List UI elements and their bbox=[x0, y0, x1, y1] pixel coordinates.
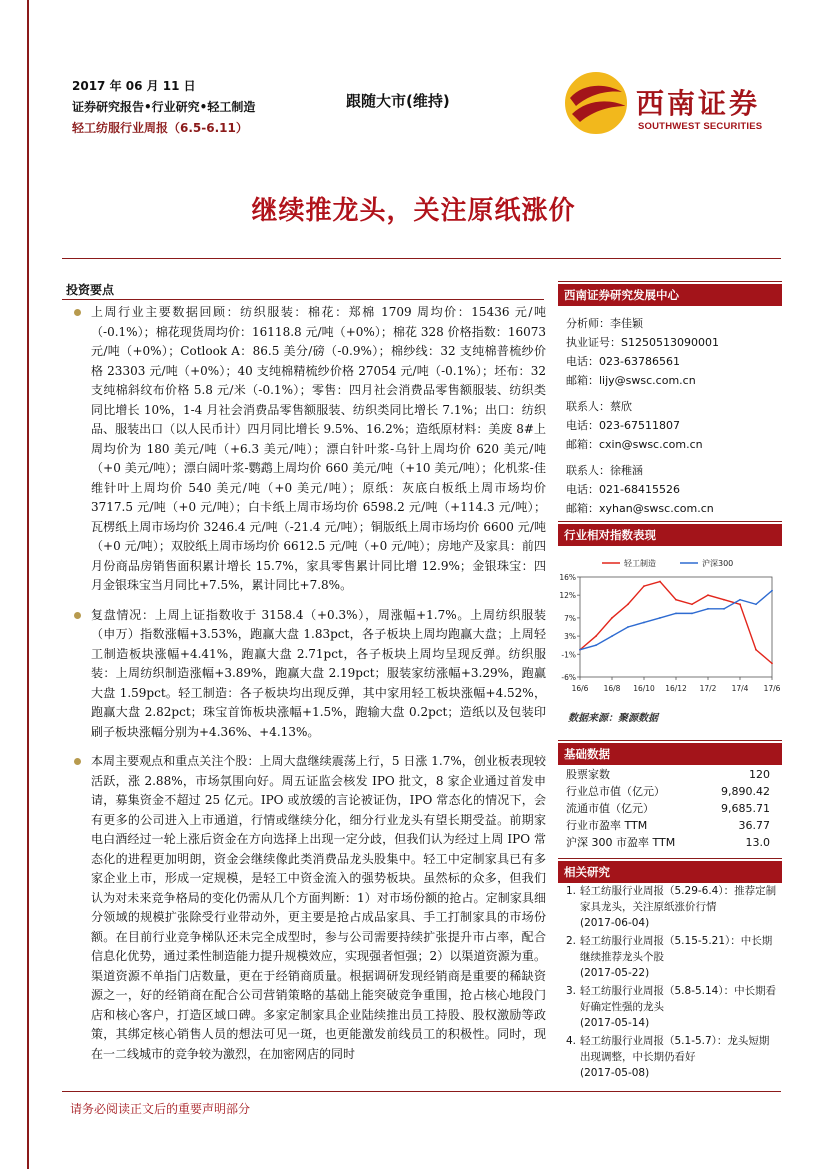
data-point bbox=[723, 599, 725, 601]
report-type: 证券研究报告•行业研究•轻工制造 bbox=[72, 100, 256, 114]
series-line-1 bbox=[580, 582, 772, 664]
contact-phone: 电话：021-68415526 bbox=[566, 483, 680, 496]
report-date: 2017 年 06 月 11 日 bbox=[72, 79, 196, 93]
x-tick-label: 16/12 bbox=[665, 684, 687, 693]
x-tick-label: 16/6 bbox=[571, 684, 589, 693]
x-tick-label: 17/4 bbox=[731, 684, 749, 693]
row-label: 行业市盈率 TTM bbox=[566, 819, 648, 832]
data-point bbox=[611, 617, 613, 619]
title-divider bbox=[62, 258, 781, 259]
data-point bbox=[707, 594, 709, 596]
left-accent-line bbox=[27, 0, 29, 1169]
data-point bbox=[675, 612, 677, 614]
southwest-securities-logo-icon bbox=[564, 70, 634, 136]
list-item[interactable]: 3. 轻工纺服行业周报（5.8-5.14）：中长期看好确定性强的龙头 (2017-05-14) bbox=[566, 985, 777, 1029]
data-point bbox=[659, 617, 661, 619]
rating: 跟随大市(维持) bbox=[346, 92, 450, 110]
row-value: 13.0 bbox=[745, 836, 770, 849]
data-point bbox=[675, 599, 677, 601]
y-tick-label: 3% bbox=[564, 632, 576, 642]
contacts-block bbox=[566, 314, 780, 518]
bullet-paragraph: 本周主要观点和重点关注个股：上周大盘继续震荡上行，5 日涨 1.7%，创业板表现较活跃，涨 2.88%，市场氛围向好。周五证监会核发 IPO 批文，8 家企业通过首发申请，募集资金不超过 25 亿元。IPO 或放缓的言论被证伪，IPO 常态化的情况下，会有更多的公司进入上市通道，行情或继续分化，细分行业龙头有望长期受益。前期家电白酒经过一轮上涨后资金在方向选择上出现一定分歧，但我们认为经过上周 IPO 常态化的进程更加明朗，资金会继续像此类消费品龙头股集中。轻工中定制家具已有多家企业上市，形成一定规模，是轻工中资金流入的强势板块。虽然标的众多，但我们认为对未来竞争格局的变化仍需从几个方面判断：1）对市场份额的抢占。定制家具细分领域的规模扩张除受行业带动外，更主要是抢占成品家具、手工打制家具的市场份额。在目前行业竞争梯队还未完全成型时，参与公司需要持续扩张提升市占率，配合信息化优势，通过柔性制造能力提升规模效应，实现强者恒强；2）以渠道资源为重。渠道资源不单指门店数量，更在于经销商质量。根据调研发现经销商是重要的稀缺资源之一，好的经销商在配合公司营销策略的基础上能突破竞争重围，抢占核心地段门店和核心客户，打造区域口碑。多家定制家具企业陆续推出员工持股、股权激励等政策，其绑定核心销售人员的想法可见一斑，也更能激发前线员工的积极性。同时，现在一二线城市的竞争较为激烈，在加密网店的同时 bbox=[70, 752, 546, 1064]
row-label: 股票家数 bbox=[566, 768, 610, 781]
table-row bbox=[566, 766, 770, 783]
x-tick-label: 17/2 bbox=[699, 684, 717, 693]
data-point bbox=[723, 608, 725, 610]
row-value: 9,890.42 bbox=[721, 785, 770, 798]
analyst-email[interactable]: 邮箱：lijy@swsc.com.cn bbox=[566, 374, 696, 387]
x-tick-label: 16/8 bbox=[603, 684, 621, 693]
bullet-paragraph: 复盘情况：上周上证指数收于 3158.4（+0.3%），周涨幅+1.7%。上周纺织服装（申万）指数涨幅+3.53%，跑赢大盘 1.83pct，各子板块上周均跑赢大盘；上周轻工制造板块涨幅+4.41%，跑赢大盘 2.71pct，各子板块上周均呈现反弹。纺织服装：上周纺织制造涨幅+3.89%，跑赢大盘 2.19pct；服装家纺涨幅+3.29%，跑赢大盘 1.59pct。轻工制造：各子板块均出现反弹，其中家用轻工板块涨幅+4.52%，跑赢大盘 2.82pct；珠宝首饰板块涨幅+1.5%，跑输大盘 0.2pct；造纸以及包装印刷子板块涨幅分别为+4.36%、+4.13%。 bbox=[70, 606, 546, 743]
list-item[interactable]: 1. 轻工纺服行业周报（5.29-6.4）：推荐定制家具龙头，关注原纸涨价行情 (2017-06-04) bbox=[566, 885, 777, 929]
main-content bbox=[70, 303, 546, 1074]
data-point bbox=[627, 626, 629, 628]
data-point bbox=[755, 603, 757, 605]
x-tick-label: 16/10 bbox=[633, 684, 655, 693]
row-label: 流通市值（亿元） bbox=[566, 802, 654, 815]
logo-name-en: SOUTHWEST SECURITIES bbox=[638, 121, 763, 132]
x-tick-label: 17/6 bbox=[763, 684, 781, 693]
row-value: 36.77 bbox=[738, 819, 770, 832]
y-tick-label: -1% bbox=[561, 650, 576, 660]
data-point bbox=[691, 603, 693, 605]
page-title: 继续推龙头，关注原纸涨价 bbox=[251, 196, 576, 226]
data-point bbox=[611, 635, 613, 637]
y-tick-label: 7% bbox=[564, 613, 576, 623]
y-tick-label: 12% bbox=[559, 591, 576, 601]
legend-label: 沪深300 bbox=[702, 559, 734, 568]
plot-frame bbox=[580, 577, 772, 677]
section-divider bbox=[62, 299, 544, 300]
y-tick-label: 16% bbox=[559, 573, 576, 582]
sidebar-divider bbox=[558, 740, 782, 741]
table-row bbox=[566, 817, 770, 834]
row-value: 120 bbox=[749, 768, 770, 781]
table-row bbox=[566, 800, 770, 817]
data-point bbox=[771, 590, 773, 592]
data-point bbox=[739, 599, 741, 601]
list-item[interactable]: 4. 轻工纺服行业周报（5.1-5.7）：龙头短期出现调整，中长期仍看好 (2017-05-08) bbox=[566, 1035, 770, 1079]
table-row bbox=[566, 783, 770, 800]
report-header bbox=[72, 76, 255, 139]
research-center-title: 西南证券研究发展中心 bbox=[558, 284, 782, 306]
logo-name-cn: 西南证券 bbox=[636, 87, 761, 120]
sidebar-divider bbox=[558, 858, 782, 859]
data-point bbox=[691, 612, 693, 614]
contact-name: 联系人：蔡欣 bbox=[566, 400, 632, 413]
row-label: 沪深 300 市盈率 TTM bbox=[566, 836, 676, 849]
data-point bbox=[627, 603, 629, 605]
row-label: 行业总市值（亿元） bbox=[566, 785, 665, 798]
analyst-phone: 电话：023-63786561 bbox=[566, 355, 680, 368]
data-point bbox=[659, 581, 661, 583]
data-point bbox=[739, 603, 741, 605]
sidebar-divider bbox=[558, 521, 782, 522]
analyst-license: 执业证号：S1250513090001 bbox=[566, 336, 719, 349]
footer-divider bbox=[62, 1091, 781, 1092]
footer-disclaimer: 请务必阅读正文后的重要声明部分 bbox=[70, 1102, 251, 1116]
legend-label: 轻工制造 bbox=[624, 559, 656, 568]
chart-title: 行业相对指数表现 bbox=[558, 524, 782, 546]
data-point bbox=[643, 622, 645, 624]
y-tick-label: -6% bbox=[561, 673, 576, 682]
data-point bbox=[643, 585, 645, 587]
report-series: 轻工纺服行业周报（6.5-6.11） bbox=[72, 121, 248, 135]
related-research-title: 相关研究 bbox=[558, 861, 782, 883]
table-row bbox=[566, 834, 770, 851]
data-point bbox=[579, 649, 581, 651]
bullet-paragraph: 上周行业主要数据回顾：纺织服装：棉花：郑棉 1709 周均价：15436 元/吨（-0.1%）；棉花现货周均价：16118.8 元/吨（+0%）；棉花 328 价格指数：16073 元/吨（+0%）；Cotlook A：86.5 美分/磅（-0.9%）；棉纱线：32 支纯棉普梳纱价格 23303 元/吨（+0%）；40 支纯棉精梳纱价格 27054 元/吨（-0.1%）；坯布：32 支纯棉斜纹布价格 5.8 元/米（-0.1%）；零售：四月社会消费品零售额服装、纺织类同比增长 10%，1-4 月社会消费品零售额服装、纺织类同比增长 7.1%；出口：纺织品、服装出口（以人民币计）四月同比增长 9.5%、16.2%；造纸原材料：美废 8#上周均价为 180 美元/吨（+6.3 美元/吨）；漂白针叶浆-乌针上周均价 620 美元/吨（+0 美元/吨）；漂白阔叶浆-鹦鹉上周均价 660 美元/吨（+10 美元/吨）；化机浆-佳维针叶上周均价 540 美元/吨（+0 美元/吨）；原纸：灰底白板纸上周市场均价 3717.5 元/吨（+0 元/吨）；白卡纸上周市场均价 6598.2 元/吨（+114.3 元/吨）；瓦楞纸上周市场均价 3246.4 元/吨（-21.4 元/吨）；铜版纸上周市场均价 6600 元/吨（+0 元/吨）；双胶纸上周市场均价 6612.5 元/吨（+0 元/吨）；房地产及家具：前四月份商品房销售面积累计增长 15.7%，家具零售累计同比增 12.9%；金银珠宝：四月金银珠宝当月同比+7.5%，累计同比+7.8%。 bbox=[70, 303, 546, 596]
contact-phone: 电话：023-67511807 bbox=[566, 419, 680, 432]
sidebar-divider bbox=[558, 281, 782, 282]
data-point bbox=[595, 635, 597, 637]
relative-index-chart bbox=[558, 551, 782, 705]
related-research-list bbox=[566, 883, 778, 1083]
data-point bbox=[771, 662, 773, 664]
data-point bbox=[755, 649, 757, 651]
analyst-name: 分析师：李佳颖 bbox=[566, 317, 643, 330]
row-value: 9,685.71 bbox=[721, 802, 770, 815]
contact-email[interactable]: 邮箱：xyhan@swsc.com.cn bbox=[566, 502, 714, 515]
list-item[interactable]: 2. 轻工纺服行业周报（5.15-5.21）：中长期继续推荐龙头个股 (2017-05-22) bbox=[566, 935, 773, 979]
basic-data-table bbox=[566, 766, 770, 851]
contact-email[interactable]: 邮箱：cxin@swsc.com.cn bbox=[566, 438, 703, 451]
basic-data-title: 基础数据 bbox=[558, 743, 782, 765]
contact-name: 联系人：徐稚涵 bbox=[566, 464, 643, 477]
section-title: 投资要点 bbox=[66, 283, 115, 297]
data-point bbox=[595, 644, 597, 646]
data-point bbox=[707, 608, 709, 610]
chart-source: 数据来源：聚源数据 bbox=[568, 713, 658, 724]
